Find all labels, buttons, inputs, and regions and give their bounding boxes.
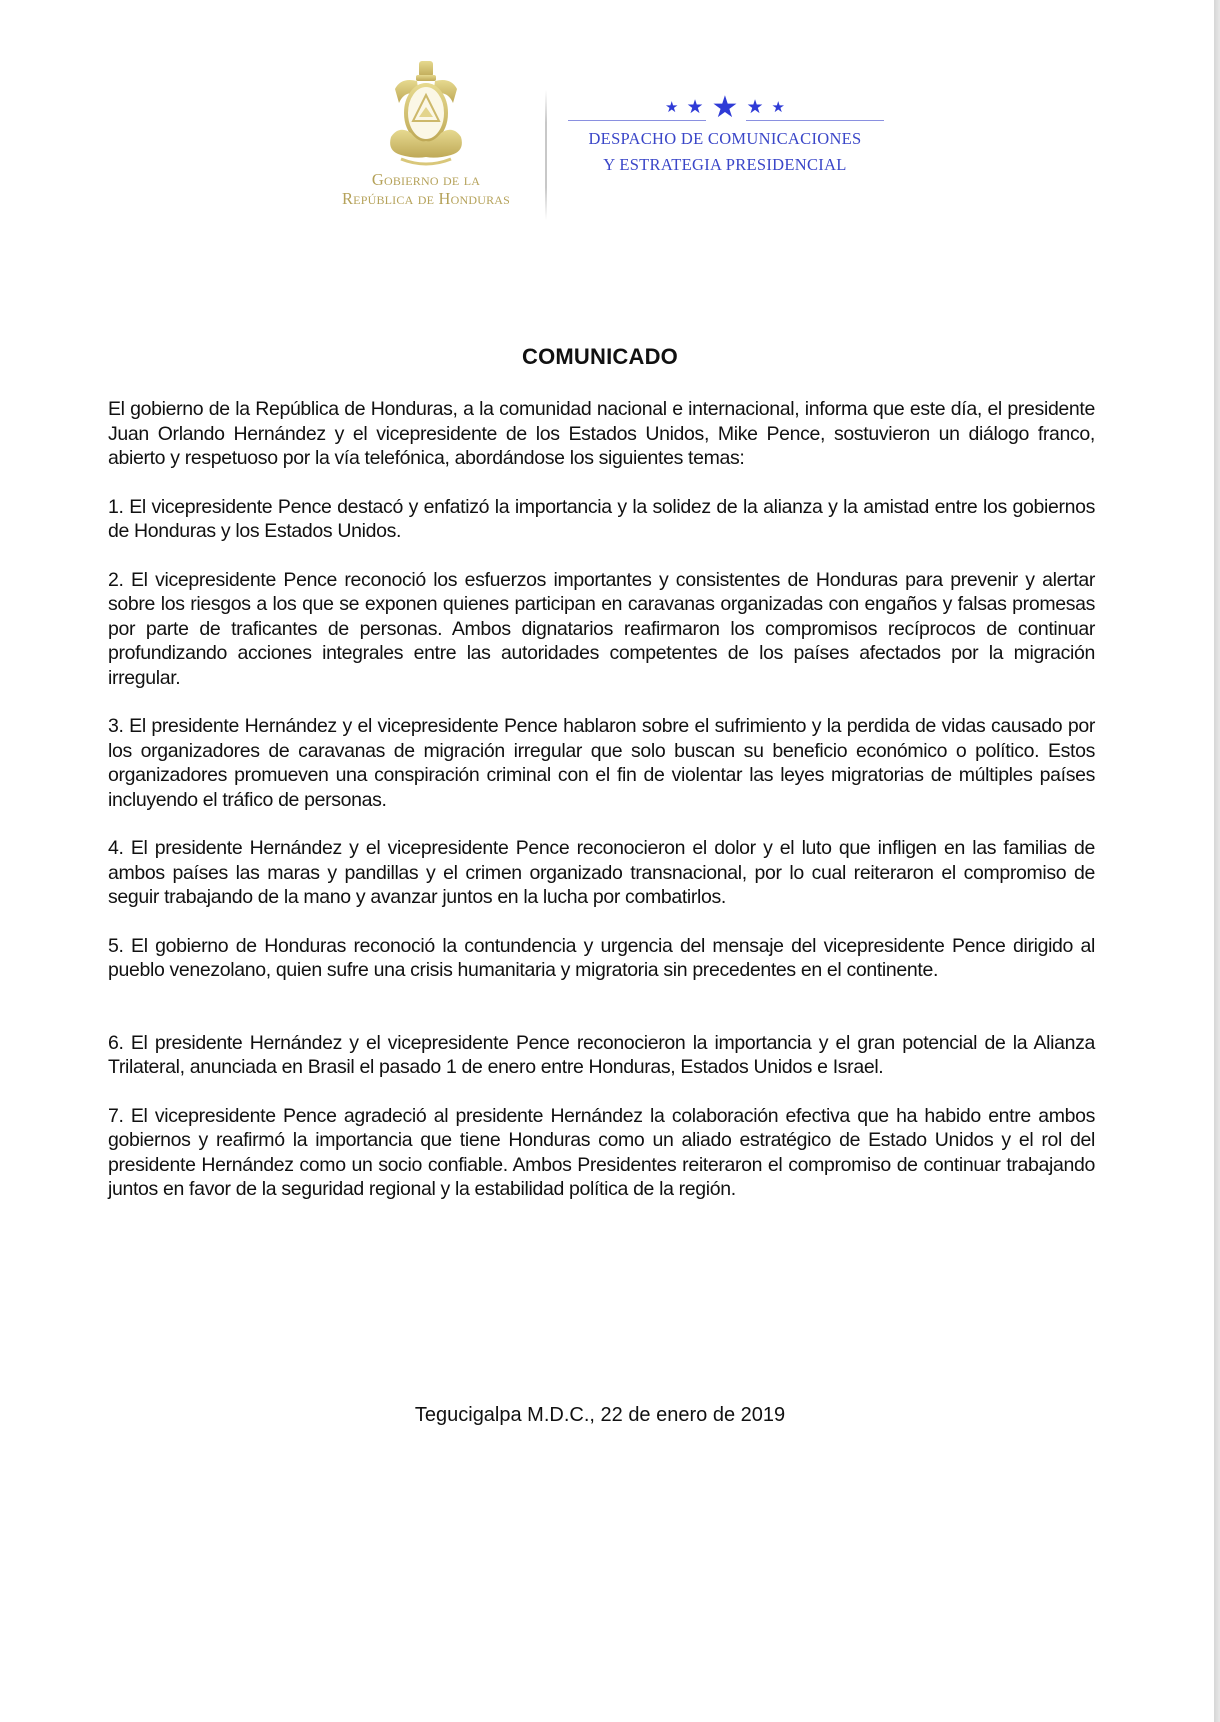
- star-icon: ★: [771, 99, 785, 116]
- intro-paragraph: El gobierno de la República de Honduras, a la comunidad nacional e internacional, informa que este día, el presidente Juan Orlando Hernández y el vicepresidente de los Estados Unidos, Mike Pence, sostuvieron un diálogo franco, abierto y respetuoso por la vía telefónica, abordándose los siguientes temas:: [108, 398, 1095, 469]
- star-icon: ★: [686, 97, 704, 118]
- point-1: 1. El vicepresidente Pence destacó y enfatizó la importancia y la solidez de la alianza y la amistad entre los gobiernos de Honduras y los Estados Unidos.: [108, 495, 1095, 542]
- coat-of-arms-icon: [381, 59, 471, 169]
- page-edge-shadow: [1214, 0, 1220, 1722]
- star-icon: ★: [711, 91, 739, 124]
- point-4: 4. El presidente Hernández y el vicepresidente Pence reconocieron el dolor y el luto que infligen en las familias de ambos países las maras y pandillas y el crimen organizado transnacional, por lo cual reiteraron el compromiso de seguir trabajando de la mano y avanzar juntos en la lucha por combatirlos.: [108, 837, 1095, 908]
- document-title: COMUNICADO: [522, 344, 678, 369]
- letterhead-divider: [545, 90, 547, 220]
- letterhead: [0, 55, 1215, 215]
- place-and-date: Tegucigalpa M.D.C., 22 de enero de 2019: [414, 1404, 786, 1426]
- star-icon: ★: [746, 97, 764, 118]
- government-name-line1: Gobierno de la: [371, 170, 481, 189]
- point-5: 5. El gobierno de Honduras reconoció la contundencia y urgencia del mensaje del vicepresidente Pence dirigido al pueblo venezolano, quien sufre una crisis humanitaria y migratoria sin precedentes en el continente.: [108, 934, 1095, 981]
- government-name-line2: República de Honduras: [341, 189, 511, 208]
- star-icon: ★: [665, 99, 679, 116]
- office-name-line1: DESPACHO DE COMUNICACIONES: [588, 129, 862, 148]
- point-2: 2. El vicepresidente Pence reconoció los esfuerzos importantes y consistentes de Honduras para prevenir y alertar sobre los riesgos a los que se exponen quienes participan en caravanas organizadas con engaños y falsas promesas por parte de traficantes de personas. Ambos dignatarios reafirmaron los compromisos recíprocos de continuar profundizando acciones integrales entre las autoridades competentes de los países afectados por la migración irregular.: [108, 568, 1095, 689]
- document-body: [108, 397, 1095, 1226]
- stars-icon: [560, 93, 890, 123]
- office-logo-block: [560, 93, 890, 175]
- point-7: 7. El vicepresidente Pence agradeció al presidente Hernández la colaboración efectiva que ha habido entre ambos gobiernos y reafirmó la importancia que tiene Honduras como un aliado estratégico de Estado Unidos y el rol del presidente Hernández como un socio confiable. Ambos Presidentes reiteraron el compromiso de continuar trabajando juntos en favor de la seguridad regional y la estabilidad política de la región.: [108, 1104, 1095, 1200]
- point-3: 3. El presidente Hernández y el vicepresidente Pence hablaron sobre el sufrimiento y la perdida de vidas causado por los organizadores de caravanas de migración irregular que solo buscan su beneficio económico o político. Estos organizadores promueven una conspiración criminal con el fin de violentar las leyes migratorias de múltiples países incluyendo el tráfico de personas.: [108, 715, 1095, 811]
- government-logo-block: [316, 55, 536, 207]
- office-name-line2: Y ESTRATEGIA PRESIDENCIAL: [603, 155, 847, 174]
- point-6: 6. El presidente Hernández y el vicepresidente Pence reconocieron la importancia y el gran potencial de la Alianza Trilateral, anunciada en Brasil el pasado 1 de enero entre Honduras, Estados Unidos e Israel.: [108, 1031, 1095, 1078]
